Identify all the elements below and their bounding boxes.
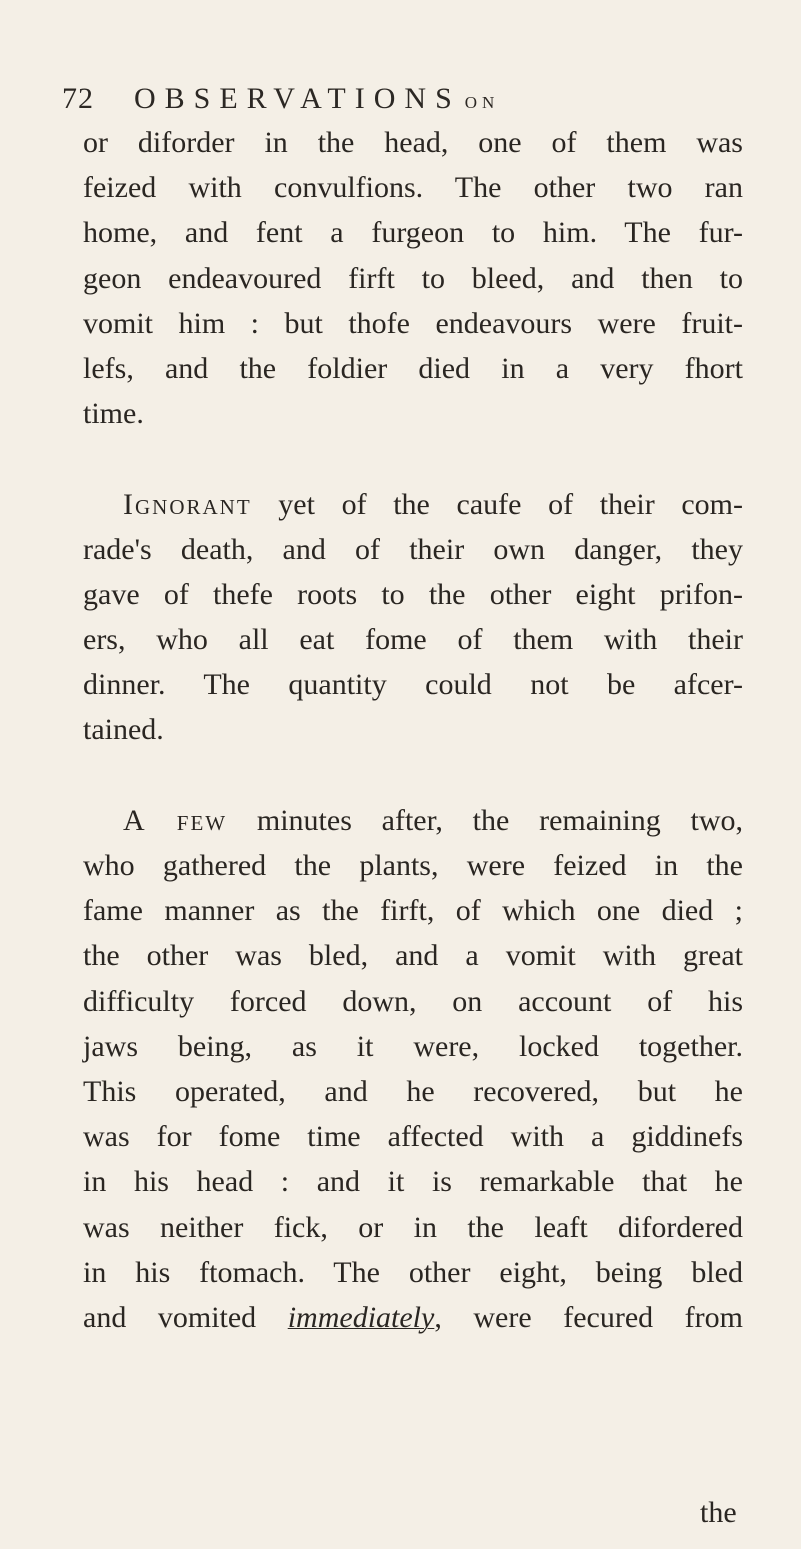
body-text [83, 120, 743, 1340]
text-line: gave of thefe roots to the other eight prifon- [83, 577, 743, 611]
text-line: feized with convulfions. The other two ran [83, 171, 743, 205]
paragraph-lead-line [83, 482, 743, 527]
text-line: geon endeavoured firft to bleed, and then to [83, 261, 743, 295]
text-line: tained. [83, 713, 164, 747]
text-line: This operated, and he recovered, but he [83, 1074, 743, 1108]
text-fragment: minutes after, the remaining two, [227, 803, 743, 837]
text-line: dinner. The quantity could not be afcer- [83, 668, 743, 702]
text-line: difficulty forced down, on account of his [83, 984, 743, 1018]
text-line: was neither fick, or in the leaft difordered [83, 1210, 743, 1244]
small-caps-lead: Ignorant [123, 487, 252, 521]
italic-emphasis: immediately [287, 1300, 435, 1334]
text-line: was for fome time affected with a giddinefs [83, 1120, 743, 1154]
running-title-suffix: ON [464, 93, 500, 112]
running-head [62, 82, 499, 116]
page-number: 72 [62, 82, 94, 115]
paragraph-lead-line [83, 798, 743, 843]
text-line: vomit him : but thofe endeavours were fruit- [83, 306, 743, 340]
text-line: lefs, and the foldier died in a very fhort [83, 351, 743, 385]
text-fragment: and vomited [83, 1300, 288, 1334]
text-line: or diforder in the head, one of them was [83, 126, 743, 159]
catchword: the [700, 1496, 737, 1529]
text-line: fame manner as the firft, of which one died ; [83, 894, 743, 928]
text-line: rade's death, and of their own danger, they [83, 532, 743, 566]
text-fragment: yet of the caufe of their com- [251, 487, 743, 521]
text-line: in his head : and it is remarkable that he [83, 1165, 743, 1199]
text-line: time. [83, 397, 144, 431]
text-line: ers, who all eat fome of them with their [83, 623, 743, 657]
text-line-with-italic [83, 1295, 743, 1340]
running-title: OBSERVATIONS [134, 82, 461, 115]
small-caps-lead: A few [123, 803, 228, 837]
text-line: jaws being, as it were, locked together. [83, 1029, 743, 1063]
text-line: in his ftomach. The other eight, being bled [83, 1255, 743, 1289]
text-line: the other was bled, and a vomit with great [83, 939, 743, 973]
text-line: home, and fent a furgeon to him. The fur- [83, 216, 743, 250]
text-fragment: , were fecured from [434, 1300, 743, 1334]
text-line: who gathered the plants, were feized in the [83, 849, 743, 882]
